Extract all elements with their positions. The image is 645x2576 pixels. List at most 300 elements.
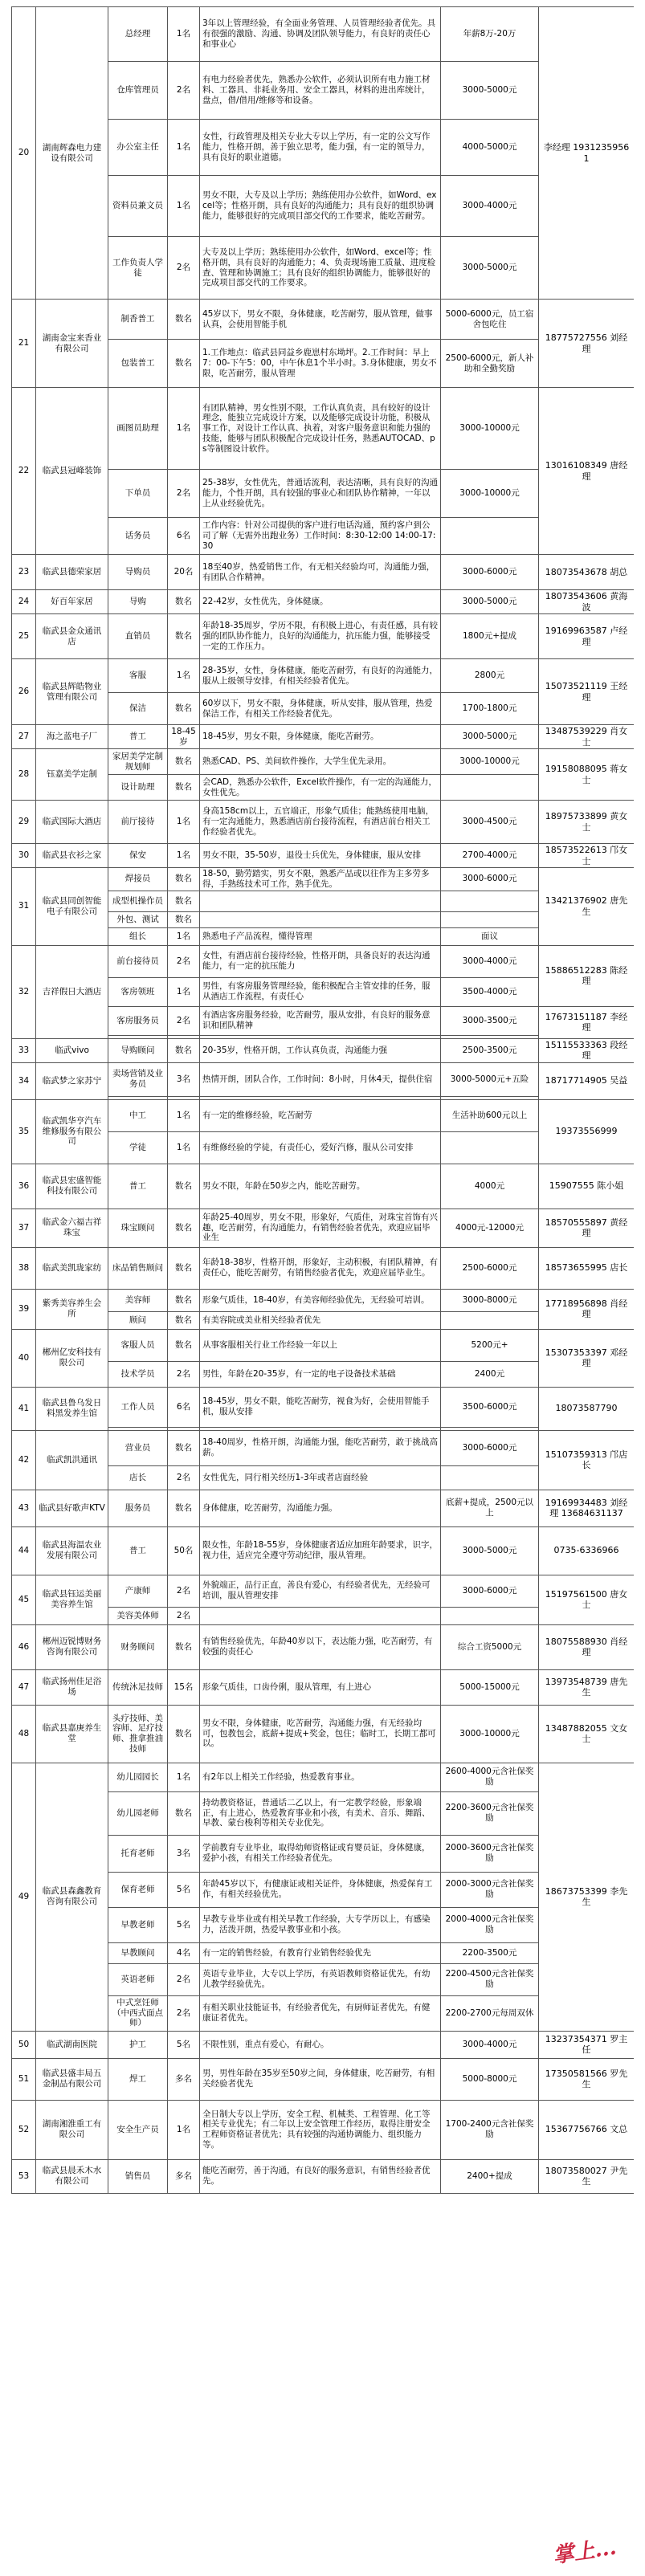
- salary: 底薪+提成，2500元以上: [441, 1490, 539, 1526]
- headcount: 50名: [168, 1526, 200, 1575]
- position-title: 早教顾问: [108, 1942, 168, 1963]
- contact-info: 18073543606 黄海波: [539, 590, 635, 614]
- table-row: [12, 1099, 635, 1131]
- row-number: 29: [12, 801, 36, 844]
- position-title: 客房领班: [108, 977, 168, 1006]
- headcount: 20名: [168, 555, 200, 590]
- row-number: 33: [12, 1038, 36, 1062]
- salary: 3500-4000元: [441, 977, 539, 1006]
- position-title: 客服人员: [108, 1329, 168, 1361]
- salary: 年薪8万-20万: [441, 7, 539, 62]
- company-name: 临武梦之家苏宁: [36, 1062, 108, 1099]
- headcount: 多名: [168, 2159, 200, 2193]
- position-title: 焊工: [108, 2058, 168, 2100]
- company-name: 临武县盛丰局五金制品有限公司: [36, 2058, 108, 2100]
- row-number: 53: [12, 2159, 36, 2193]
- contact-info: 13487539229 肖女士: [539, 725, 635, 749]
- job-requirements: 年龄18-38岁，性格开朗，形象好，主动积极，有团队精神，有责任心，能吃苦耐劳，有销售经验者优先，欢迎应届毕业生。: [200, 1247, 441, 1289]
- position-title: 保洁: [108, 693, 168, 725]
- job-requirements: 早教专业毕业或有相关早教工作经验，大专学历以上，有感染力，活泼开朗，热爱早教事业和小孩。: [200, 1907, 441, 1942]
- job-requirements: 工作内容：针对公司提供的客户进行电话沟通，预约客户到公司了解（无需外出跑业务）工作时间：8:30-12:00 14:00-17:30: [200, 518, 441, 555]
- job-requirements: 18-45岁，男女不限，身体健康，能吃苦耐劳。: [200, 725, 441, 749]
- row-number: 27: [12, 725, 36, 749]
- table-row: [12, 1329, 635, 1361]
- position-title: 顾问: [108, 1311, 168, 1329]
- position-title: 学徒: [108, 1131, 168, 1164]
- salary: 2400+提成: [441, 2159, 539, 2193]
- row-number: 25: [12, 614, 36, 659]
- contact-info: 17718956898 肖经理: [539, 1289, 635, 1329]
- table-row: [12, 555, 635, 590]
- position-title: 导购顾问: [108, 1038, 168, 1062]
- salary: 2200-3500元: [441, 1942, 539, 1963]
- job-requirements: 学前教育专业毕业，取得幼师资格证或育婴员证，身体健康，爱护小孩，有相关工作经验者优先。: [200, 1835, 441, 1872]
- position-title: 制香普工: [108, 300, 168, 340]
- company-name: 临武县海温农业发展有限公司: [36, 1526, 108, 1575]
- contact-info: 13973548739 唐先生: [539, 1669, 635, 1705]
- position-title: 画图员助理: [108, 388, 168, 470]
- salary: 4000元: [441, 1164, 539, 1209]
- contact-info: 15107359313 邝店长: [539, 1430, 635, 1490]
- salary: 3000-5000元+五险: [441, 1062, 539, 1096]
- job-requirements: 18-45岁，男女不限，能吃苦耐劳，视食为好，会使用智能手机，服从安排: [200, 1387, 441, 1427]
- job-requirements: 60岁以下，男女不限，身体健康，听从安排，服从管理，热爱保洁工作，有相关工作经验者优先。: [200, 693, 441, 725]
- contact-info: 18073580027 尹先生: [539, 2159, 635, 2193]
- position-title: 卖场营销及业务员: [108, 1062, 168, 1096]
- company-name: 临武凯华亨汽车维修服务有限公司: [36, 1099, 108, 1164]
- job-requirements: 有电力经验者优先，熟悉办公软件，必须认识所有电力施工材料、工器具、非耗业务用、安全工器具，材料的进出库统计，盘点，借/借用/维修等和设备。: [200, 62, 441, 120]
- row-number: 51: [12, 2058, 36, 2100]
- headcount: 数名: [168, 1490, 200, 1526]
- headcount: 数名: [168, 300, 200, 340]
- salary: [441, 1465, 539, 1490]
- headcount: 数名: [168, 775, 200, 801]
- row-number: 37: [12, 1209, 36, 1247]
- company-name: 临武县德荣家居: [36, 555, 108, 590]
- headcount: 1名: [168, 801, 200, 844]
- position-title: 财务顾问: [108, 1624, 168, 1669]
- company-name: 吉祥假日大酒店: [36, 945, 108, 1038]
- salary: [441, 1131, 539, 1164]
- company-name: 湖南辉森电力建设有限公司: [36, 7, 108, 300]
- job-requirements: 男女不限，35-50岁，退役士兵优先，身体健康，服从安排: [200, 844, 441, 868]
- job-requirements: 女性优先，同行相关经历1-3年或者店面经验: [200, 1465, 441, 1490]
- headcount: 4名: [168, 1942, 200, 1963]
- job-requirements: 形象气质佳，口齿伶俐，服从管理，有上进心: [200, 1669, 441, 1705]
- headcount: 1名: [168, 388, 200, 470]
- headcount: 数名: [168, 1329, 200, 1361]
- salary: 2200-4500元含社保奖励: [441, 1963, 539, 1995]
- position-title: 成型机操作员: [108, 891, 168, 911]
- headcount: 2名: [168, 1465, 200, 1490]
- position-title: 前台接待员: [108, 945, 168, 977]
- job-requirements: 会CAD，熟悉办公软件，Excel软件操作，有一定的沟通能力，女性优先。: [200, 775, 441, 801]
- job-requirements: 能吃苦耐劳，善于沟通，有良好的服务意识，有销售经验者优先。: [200, 2159, 441, 2193]
- job-listing-table: [11, 6, 634, 2194]
- job-requirements: 有维修经验的学徒，有责任心，爱好汽修，服从公司安排: [200, 1131, 441, 1164]
- headcount: 1名: [168, 176, 200, 237]
- salary: 面议: [441, 927, 539, 945]
- contact-info: 0735-6336966: [539, 1526, 635, 1575]
- job-requirements: 28-35岁，女性，身体健康，能吃苦耐劳，有良好的沟通能力，服从上级领导安排，有相关经验者优先。: [200, 659, 441, 693]
- headcount: 数名: [168, 1247, 200, 1289]
- job-requirements: 22-42岁，女性优先，身体健康。: [200, 590, 441, 614]
- headcount: 数名: [168, 590, 200, 614]
- headcount: 3名: [168, 1062, 200, 1096]
- contact-info: 15907555 陈小姐: [539, 1164, 635, 1209]
- salary: 1800元+提成: [441, 614, 539, 659]
- position-title: 总经理: [108, 7, 168, 62]
- salary: 2800元: [441, 659, 539, 693]
- table-row: [12, 1490, 635, 1526]
- contact-info: 18775727556 刘经理: [539, 300, 635, 388]
- table-row: [12, 590, 635, 614]
- salary: [441, 1311, 539, 1329]
- headcount: 2名: [168, 1006, 200, 1035]
- company-name: 临武县晨禾木水有限公司: [36, 2159, 108, 2193]
- contact-info: 18073587790: [539, 1387, 635, 1430]
- table-row: [12, 1289, 635, 1311]
- job-requirements: 年龄45岁以下，有健康证或相关证件，身体健康，热爱保育工作，有相关经验优先。: [200, 1872, 441, 1907]
- job-requirements: 男性，有客房服务管理经验，能积极配合主管安排的任务，服从酒店工作流程，有责任心: [200, 977, 441, 1006]
- row-number: 31: [12, 868, 36, 946]
- position-title: 美容师: [108, 1289, 168, 1311]
- position-title: 早教老师: [108, 1907, 168, 1942]
- headcount: 多名: [168, 2058, 200, 2100]
- position-title: 珠宝顾问: [108, 1209, 168, 1247]
- salary: 2700-4000元: [441, 844, 539, 868]
- company-name: 临武湖南医院: [36, 2031, 108, 2058]
- salary: 4000元-12000元: [441, 1209, 539, 1247]
- job-requirements: 身高158cm以上，五官端正，形象气质佳；能熟练使用电脑，有一定沟通能力，熟悉酒店前台接待流程，有酒店前台相关工作经验者优先。: [200, 801, 441, 844]
- salary: 3000-6000元: [441, 1430, 539, 1465]
- table-row: [12, 1062, 635, 1096]
- table-row: [12, 2100, 635, 2159]
- salary: 2000-3600元含社保奖励: [441, 1835, 539, 1872]
- salary: 2400元: [441, 1361, 539, 1387]
- salary: 3000-4500元: [441, 801, 539, 844]
- salary: [441, 891, 539, 911]
- job-requirements: 18至40岁，热爱销售工作，有无相关经验均可，沟通能力强，有团队合作精神。: [200, 555, 441, 590]
- job-requirements: 18-50，勤劳踏实，男女不限，熟悉产品或以往作为主多劳多得，手熟练技术可工作，熟手优先。: [200, 868, 441, 891]
- job-requirements: 男女不限，大专及以上学历；熟练使用办公软件，如Word、excel等；性格开朗，具有良好的沟通能力；具有良好的组织协调能力，能够很好的完成项目部交代的工作要求，能吃苦耐劳。: [200, 176, 441, 237]
- row-number: 32: [12, 945, 36, 1038]
- job-requirements: 有美容院或美业相关经验者优先: [200, 1311, 441, 1329]
- salary: [441, 911, 539, 927]
- contact-info: 15073521119 王经理: [539, 659, 635, 725]
- job-requirements: [200, 911, 441, 927]
- position-title: 普工: [108, 725, 168, 749]
- position-title: 导购员: [108, 555, 168, 590]
- headcount: 数名: [168, 1289, 200, 1311]
- position-title: 幼儿园园长: [108, 1763, 168, 1791]
- headcount: 数名: [168, 749, 200, 775]
- position-title: 工作负责人学徒: [108, 237, 168, 300]
- job-requirements: 年龄18-35周岁，学历不限，有积极上进心，有责任感，具有较强的团队协作能力，良好的沟通能力，抗压能力强，能够接受一定的工作压力。: [200, 614, 441, 659]
- headcount: 2名: [168, 1607, 200, 1624]
- headcount: 6名: [168, 518, 200, 555]
- headcount: 1名: [168, 120, 200, 176]
- table-row: [12, 388, 635, 470]
- job-requirements: 20-35岁，性格开朗，工作认真负责，沟通能力强: [200, 1038, 441, 1062]
- row-number: 46: [12, 1624, 36, 1669]
- job-requirements: 英语专业毕业，大专以上学历，有英语教师资格证优先，有幼儿教学经验优先。: [200, 1963, 441, 1995]
- headcount: 18-45岁: [168, 725, 200, 749]
- row-number: 28: [12, 749, 36, 801]
- company-name: 临武国际大酒店: [36, 801, 108, 844]
- salary: 3000-10000元: [441, 470, 539, 518]
- headcount: 3名: [168, 1835, 200, 1872]
- table-row: [12, 1526, 635, 1575]
- salary: 3000-10000元: [441, 388, 539, 470]
- contact-info: 15367756766 文总: [539, 2100, 635, 2159]
- table-row: [12, 1430, 635, 1465]
- headcount: 1名: [168, 927, 200, 945]
- row-number: 45: [12, 1575, 36, 1624]
- headcount: 1名: [168, 2100, 200, 2159]
- table-row: [12, 7, 635, 62]
- headcount: 数名: [168, 693, 200, 725]
- position-title: 前厅接待: [108, 801, 168, 844]
- row-number: 41: [12, 1387, 36, 1430]
- position-title: 中工: [108, 1099, 168, 1131]
- company-name: 郴州亿安科技有限公司: [36, 1329, 108, 1387]
- row-number: 44: [12, 1526, 36, 1575]
- job-requirements: 限女性，年龄18-55岁，身体健康者适应加班年龄要求，识字，视力佳，适应完全遵守劳动纪律，服从管理。: [200, 1526, 441, 1575]
- job-requirements: 男女不限，年龄在50岁之内，能吃苦耐劳。: [200, 1164, 441, 1209]
- headcount: 1名: [168, 1099, 200, 1131]
- row-number: 38: [12, 1247, 36, 1289]
- contact-info: 15886512283 陈经理: [539, 945, 635, 1006]
- job-requirements: [200, 1607, 441, 1624]
- job-requirements: 熟悉CAD、PS、美间软件操作，大学生优先录用。: [200, 749, 441, 775]
- headcount: 2名: [168, 1995, 200, 2031]
- headcount: 2名: [168, 237, 200, 300]
- salary: [441, 518, 539, 555]
- salary: 5200元+: [441, 1329, 539, 1361]
- headcount: 2名: [168, 1963, 200, 1995]
- row-number: 22: [12, 388, 36, 555]
- company-name: 临武县冠峰装饰: [36, 388, 108, 555]
- salary: 2600-4000元含社保奖励: [441, 1763, 539, 1791]
- job-requirements: 熟悉电子产品流程，懂得管理: [200, 927, 441, 945]
- position-title: 组长: [108, 927, 168, 945]
- company-name: 临武县好歌声KTV: [36, 1490, 108, 1526]
- table-row: [12, 300, 635, 340]
- salary: 综合工资5000元: [441, 1624, 539, 1669]
- company-name: 临武县同创智能电子有限公司: [36, 868, 108, 946]
- salary: 3000-3500元: [441, 1006, 539, 1035]
- contact-info: 13421376902 唐先生: [539, 868, 635, 946]
- row-number: 43: [12, 1490, 36, 1526]
- job-requirements: 3年以上管理经验，有全面业务管理、人员管理经验者优先。具有很强的激励、沟通、协调及团队领导能力，有良好的责任心和事业心: [200, 7, 441, 62]
- headcount: 1名: [168, 844, 200, 868]
- contact-info: 13487882055 文女士: [539, 1705, 635, 1763]
- row-number: 47: [12, 1669, 36, 1705]
- position-title: 焊接员: [108, 868, 168, 891]
- salary: 3500-6000元: [441, 1387, 539, 1427]
- job-requirements: 有一定的销售经验，有教育行业销售经验优先: [200, 1942, 441, 1963]
- table-row: [12, 1209, 635, 1247]
- job-requirements: 女性，有酒店前台接待经验，性格开朗，具备良好的表达沟通能力，有一定的抗压能力: [200, 945, 441, 977]
- position-title: 服务员: [108, 1490, 168, 1526]
- salary: [441, 775, 539, 801]
- table-row: [12, 1575, 635, 1607]
- position-title: 工作人员: [108, 1387, 168, 1427]
- row-number: 36: [12, 1164, 36, 1209]
- headcount: 数名: [168, 1209, 200, 1247]
- row-number: 49: [12, 1763, 36, 2031]
- company-name: 临武美凯珑家纺: [36, 1247, 108, 1289]
- salary: 2200-2700元每周双休: [441, 1995, 539, 2031]
- company-name: 临武扬州佳足浴场: [36, 1669, 108, 1705]
- headcount: 1名: [168, 659, 200, 693]
- job-requirements: 男性，年龄在20-35岁，有一定的电子设备技术基础: [200, 1361, 441, 1387]
- row-number: 39: [12, 1289, 36, 1329]
- headcount: 5名: [168, 1872, 200, 1907]
- salary: 3000-8000元: [441, 1289, 539, 1311]
- position-title: 床品销售顾问: [108, 1247, 168, 1289]
- position-title: 资料员兼文员: [108, 176, 168, 237]
- company-name: 临武县嘉庚养生堂: [36, 1705, 108, 1763]
- position-title: 办公室主任: [108, 120, 168, 176]
- headcount: 数名: [168, 1164, 200, 1209]
- table-row: [12, 945, 635, 977]
- salary: 2200-3600元含社保奖励: [441, 1791, 539, 1835]
- table-row: [12, 1669, 635, 1705]
- headcount: 数名: [168, 1705, 200, 1763]
- salary: 1700-2400元含社保奖励: [441, 2100, 539, 2159]
- row-number: 26: [12, 659, 36, 725]
- job-requirements: 男女不限，身体健康，吃苦耐劳，沟通能力强，有无经验均可，包教包会，底薪+提成+奖金，包住；临时工，长期工都可以。: [200, 1705, 441, 1763]
- position-title: 销售员: [108, 2159, 168, 2193]
- headcount: 5名: [168, 1907, 200, 1942]
- position-title: 安全生产员: [108, 2100, 168, 2159]
- company-name: 海之蓝电子厂: [36, 725, 108, 749]
- table-row: [12, 868, 635, 891]
- salary: 5000-15000元: [441, 1669, 539, 1705]
- job-requirements: 女性，行政管理及相关专业大专以上学历，有一定的公文写作能力，性格开朗，善于独立思考，能力强，有一定的领导力，具有良好的职业道德。: [200, 120, 441, 176]
- headcount: 1名: [168, 1131, 200, 1164]
- position-title: 保安: [108, 844, 168, 868]
- job-table-body: [12, 7, 635, 2194]
- company-name: 钰嘉美学定制: [36, 749, 108, 801]
- row-number: 35: [12, 1099, 36, 1164]
- job-requirements: 不限性别，重点有爱心，有耐心。: [200, 2031, 441, 2058]
- table-row: [12, 1763, 635, 1791]
- contact-info: 17350581566 罗先生: [539, 2058, 635, 2100]
- salary: 3000-10000元: [441, 1705, 539, 1763]
- row-number: 20: [12, 7, 36, 300]
- salary: 3000-6000元: [441, 555, 539, 590]
- salary: [441, 1607, 539, 1624]
- contact-info: 18570555897 黄经理: [539, 1209, 635, 1247]
- headcount: 数名: [168, 1430, 200, 1465]
- position-title: 传统沐足技师: [108, 1669, 168, 1705]
- job-requirements: 全日制大专以上学历，安全工程、机械类、工程管理、化工等相关专业优先；有二年以上安全管理工作经历，取得注册安全工程师资格证者优先；具有较强的沟通协调能力、组织能力等。: [200, 2100, 441, 2159]
- row-number: 40: [12, 1329, 36, 1387]
- headcount: 数名: [168, 1311, 200, 1329]
- contact-info: 19169963587 卢经理: [539, 614, 635, 659]
- contact-info: 李经理 19312359561: [539, 7, 635, 300]
- position-title: 客房服务员: [108, 1006, 168, 1035]
- job-listing-sheet: [11, 6, 634, 2573]
- headcount: 2名: [168, 62, 200, 120]
- salary: 2000-4000元含社保奖励: [441, 1907, 539, 1942]
- company-name: 郴州迈锐博财务咨询有限公司: [36, 1624, 108, 1669]
- contact-info: 18975733899 黄女士: [539, 801, 635, 844]
- position-title: 外包、测试: [108, 911, 168, 927]
- job-requirements: 身体健康，吃苦耐劳，沟通能力强。: [200, 1490, 441, 1526]
- job-requirements: 25-38岁，女性优先，普通话流利，表达清晰，具有良好的沟通能力，个性开朗，具有较强的事业心和团队协作精神，一年以上从业经验优先。: [200, 470, 441, 518]
- company-name: 湖南湘淮重工有限公司: [36, 2100, 108, 2159]
- job-requirements: 男，男性年龄在35岁至50岁之间，身体健康，吃苦耐劳，有相关经验者优先: [200, 2058, 441, 2100]
- contact-info: 17673151187 李经理: [539, 1006, 635, 1038]
- salary: 2500-6000元: [441, 1247, 539, 1289]
- salary: 3000-4000元: [441, 945, 539, 977]
- table-row: [12, 1624, 635, 1669]
- salary: 3000-5000元: [441, 590, 539, 614]
- company-name: 临武县辉皓物业管理有限公司: [36, 659, 108, 725]
- company-name: 临武金六福吉祥珠宝: [36, 1209, 108, 1247]
- row-number: 30: [12, 844, 36, 868]
- salary: 3000-4000元: [441, 2031, 539, 2058]
- table-row: [12, 2031, 635, 2058]
- position-title: 店长: [108, 1465, 168, 1490]
- salary: 3000-6000元: [441, 868, 539, 891]
- row-number: 50: [12, 2031, 36, 2058]
- salary: 3000-4000元: [441, 176, 539, 237]
- salary: 3000-5000元: [441, 237, 539, 300]
- headcount: 2名: [168, 1575, 200, 1607]
- headcount: 2名: [168, 1361, 200, 1387]
- position-title: 中式烹饪师（中西式面点师）: [108, 1995, 168, 2031]
- contact-info: 19169934483 刘经理 13684631137: [539, 1490, 635, 1526]
- headcount: 1名: [168, 1763, 200, 1791]
- job-requirements: 形象气质佳，18-40岁，有美容师经验优先，无经验可培训。: [200, 1289, 441, 1311]
- job-requirements: 1.工作地点：临武县同益乡鹿崽村东坳坪。2.工作时间：早上7：00-下午5：00，中午休息1个半小时。3.身体健康，男女不限，吃苦耐劳，服从管理: [200, 340, 441, 388]
- table-row: [12, 2159, 635, 2193]
- job-requirements: 大专及以上学历；熟练使用办公软件，如Word、excel等；性格开朗，具有良好的沟通能力；4、负责现场施工质量、进度检查、管理和协调施工；具有良好的组织协调能力，能够很好的完成项目部交代的工作要求。: [200, 237, 441, 300]
- position-title: 话务员: [108, 518, 168, 555]
- contact-info: 18673753399 李先生: [539, 1763, 635, 2031]
- table-row: [12, 1387, 635, 1427]
- table-row: [12, 1705, 635, 1763]
- table-row: [12, 1164, 635, 1209]
- company-name: 临武县衣衫之家: [36, 844, 108, 868]
- job-requirements: 有团队精神，男女性别不限，工作认真负责，具有较好的设计理念，能独立完成设计方案，以及能够完成设计功能，积极从事工作，对设计工作认真、执着，对客户服务意识和能力强的技能，能够与团队积极配合完成设计任务，熟悉AUTOCAD、ps等制图设计软件。: [200, 388, 441, 470]
- job-requirements: 45岁以下，男女不限，身体健康，吃苦耐劳，服从管理，做事认真，会使用智能手机: [200, 300, 441, 340]
- contact-info: 15197561500 唐女士: [539, 1575, 635, 1624]
- position-title: 技术学员: [108, 1361, 168, 1387]
- headcount: 数名: [168, 1624, 200, 1669]
- headcount: 15名: [168, 1669, 200, 1705]
- position-title: 幼儿园老师: [108, 1791, 168, 1835]
- salary: 3000-5000元: [441, 1526, 539, 1575]
- job-requirements: 有一定的维修经验，吃苦耐劳: [200, 1099, 441, 1131]
- headcount: 5名: [168, 2031, 200, 2058]
- company-name: 湖南金宝来香业有限公司: [36, 300, 108, 388]
- position-title: 包装普工: [108, 340, 168, 388]
- table-row: [12, 1247, 635, 1289]
- salary: 3000-5000元: [441, 725, 539, 749]
- contact-info: 18573655995 店长: [539, 1247, 635, 1289]
- contact-info: 13237354371 罗主任: [539, 2031, 635, 2058]
- company-name: 好百年家居: [36, 590, 108, 614]
- headcount: 数名: [168, 891, 200, 911]
- position-title: 仓库管理员: [108, 62, 168, 120]
- contact-info: 15115533363 段经理: [539, 1038, 635, 1062]
